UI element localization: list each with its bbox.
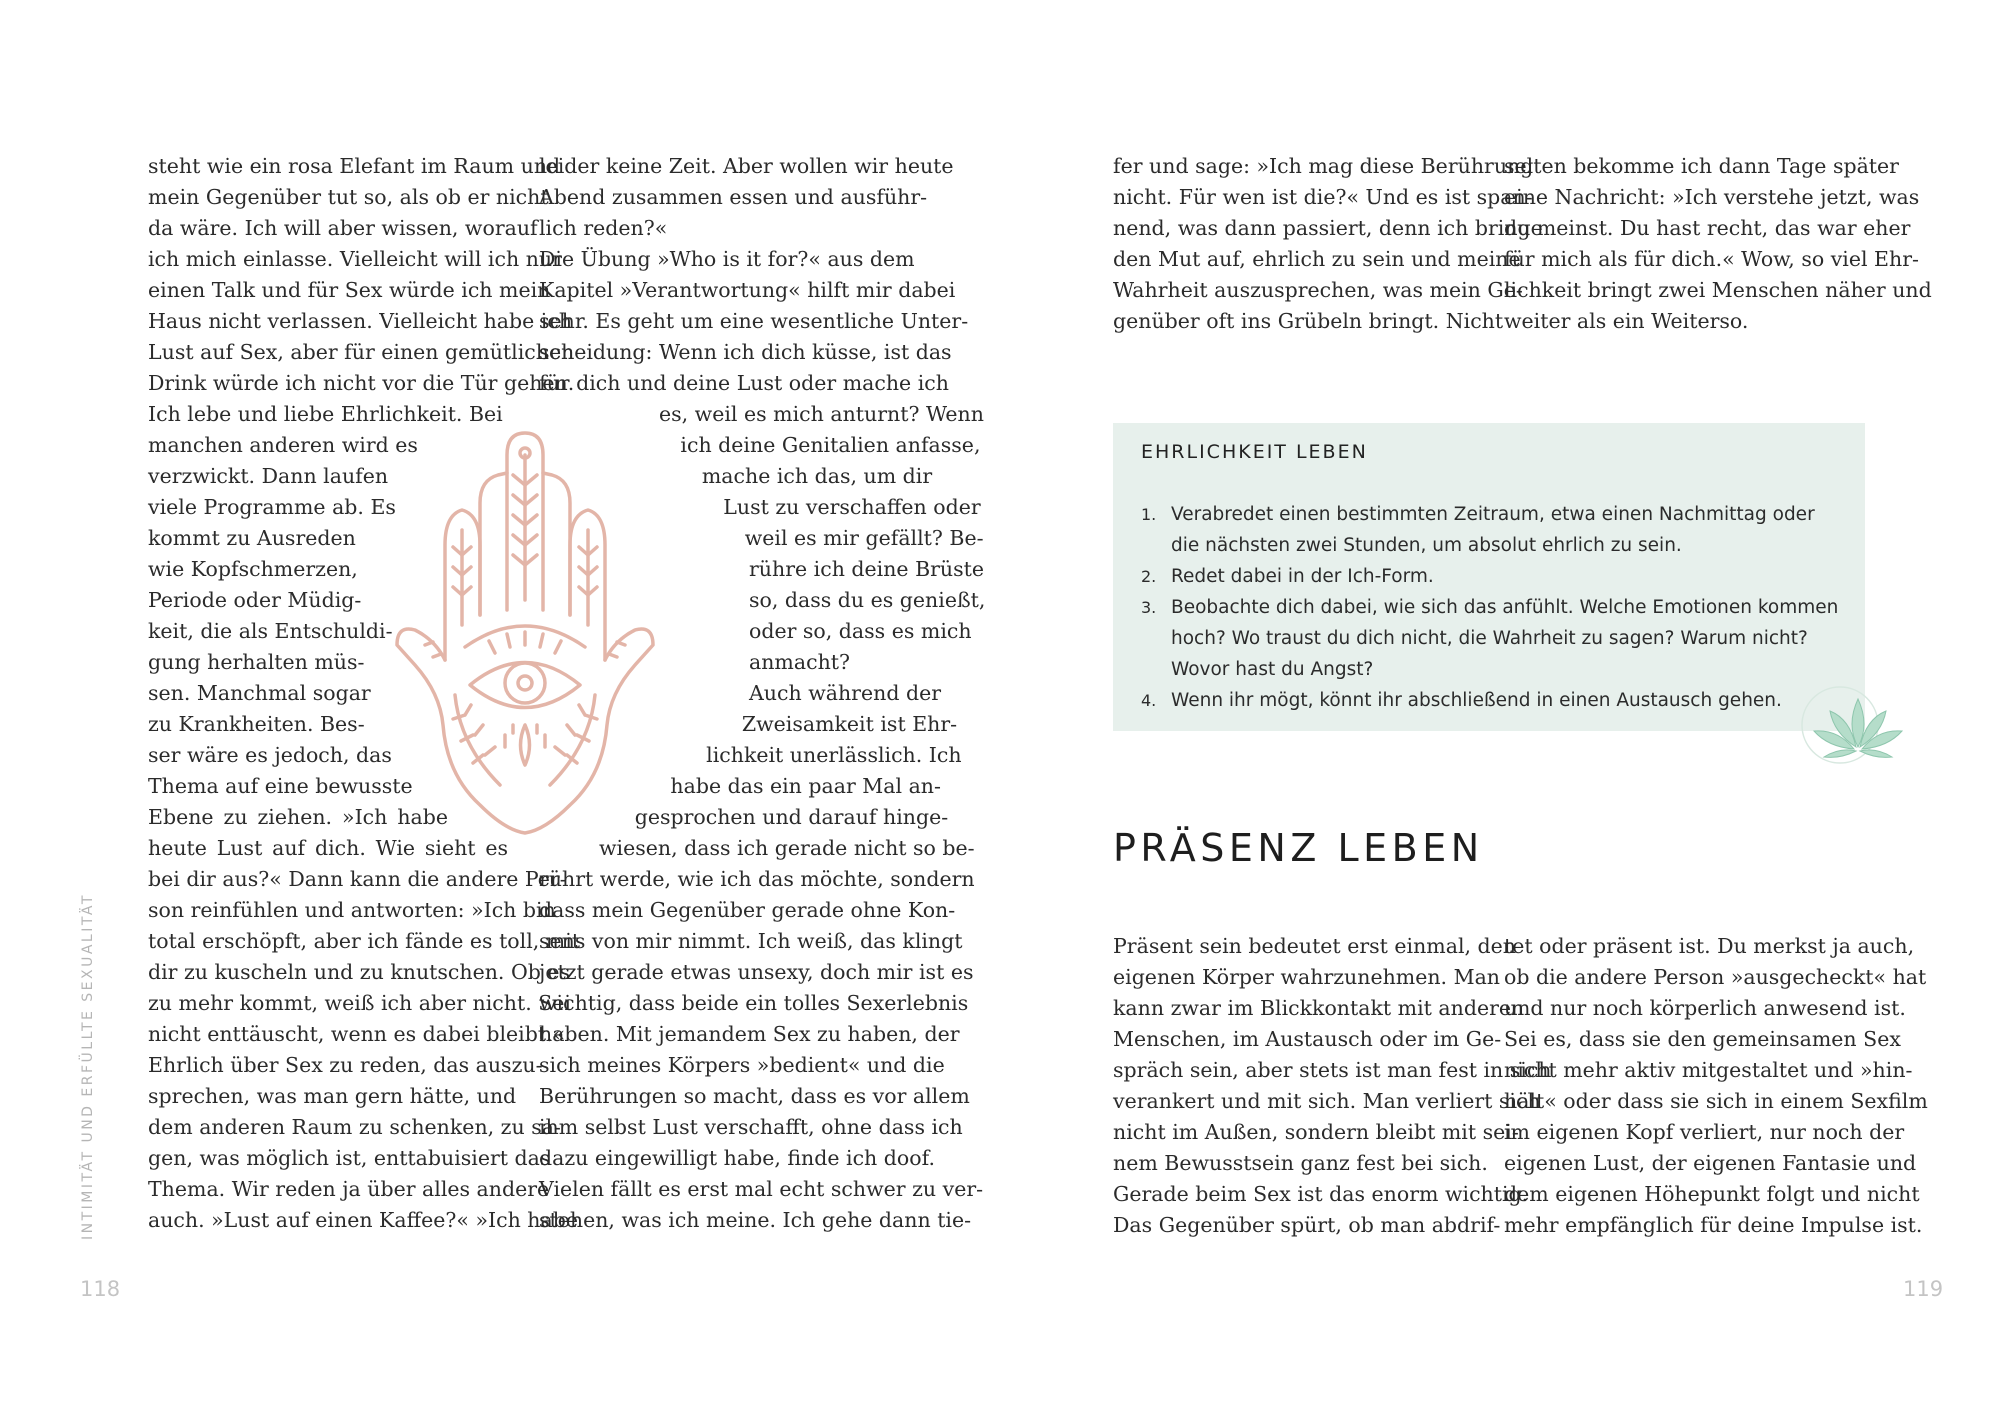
- text-line: total erschöpft, aber ich fände es toll, mit: [148, 929, 581, 953]
- exercise-list: [1141, 499, 1841, 716]
- exercise-item-text: Beobachte dich dabei, wie sich das anfühlt. Welche Emotionen kommen: [1171, 597, 1839, 618]
- text-line: da wäre. Ich will aber wissen, worauf: [148, 216, 538, 240]
- text-line: sich meines Körpers »bedient« und die: [539, 1053, 945, 1077]
- text-line: haben. Mit jemandem Sex zu haben, der: [539, 1022, 960, 1046]
- exercise-item-text: die nächsten zwei Stunden, um absolut ehrlich zu sein.: [1171, 535, 1682, 556]
- text-line: Auch während der: [749, 681, 942, 705]
- text-line: Periode oder Müdig-: [148, 588, 362, 612]
- text-line: Das Gegenüber spürt, ob man abdrif-: [1113, 1213, 1501, 1237]
- text-line: dass mein Gegenüber gerade ohne Kon-: [539, 898, 956, 922]
- text-line: viele Programme ab. Es: [148, 495, 396, 519]
- text-line: Zweisamkeit ist Ehr-: [741, 712, 958, 736]
- text-line: son reinfühlen und antworten: »Ich bin: [148, 898, 556, 922]
- text-line: eigenen Lust, der eigenen Fantasie und: [1504, 1151, 1917, 1175]
- text-line: du meinst. Du hast recht, das war eher: [1504, 216, 1911, 240]
- text-line: Thema. Wir reden ja über alles andere: [148, 1177, 550, 1201]
- text-line: eigenen Körper wahrzunehmen. Man: [1113, 965, 1501, 989]
- text-line: heute Lust auf dich. Wie sieht es: [148, 836, 508, 860]
- text-line: dir zu kuscheln und zu knutschen. Ob es: [148, 960, 571, 984]
- text-line: Sei es, dass sie den gemeinsamen Sex: [1504, 1027, 1901, 1051]
- text-line: es, weil es mich anturnt? Wenn: [659, 402, 984, 426]
- text-line: den Mut auf, ehrlich zu sein und meine: [1113, 247, 1521, 271]
- text-line: hält« oder dass sie sich in einem Sexfilm: [1504, 1089, 1928, 1113]
- text-line: im eigenen Kopf verliert, nur noch der: [1504, 1120, 1905, 1144]
- text-line: Lust zu verschaffen oder: [723, 495, 981, 519]
- running-head-vertical: INTIMITÄT UND ERFÜLLTE SEXUALITÄT: [80, 893, 96, 1240]
- text-line: sens von mir nimmt. Ich weiß, das klingt: [539, 929, 963, 953]
- text-line: lich reden?«: [539, 216, 668, 240]
- text-line: nem Bewusstsein ganz fest bei sich.: [1113, 1151, 1488, 1175]
- text-line: zu mehr kommt, weiß ich aber nicht. Sei: [148, 991, 571, 1015]
- text-line: habe das ein paar Mal an-: [670, 774, 941, 798]
- exercise-title: EHRLICHKEIT LEBEN: [1141, 441, 1368, 463]
- right-page-column-1: [1113, 151, 1543, 337]
- text-line: für mich als für dich.« Wow, so viel Ehr-: [1504, 247, 1919, 271]
- text-line: ob die andere Person »ausgecheckt« hat: [1504, 965, 1927, 989]
- text-line: Vielen fällt es erst mal echt schwer zu ver-: [539, 1177, 984, 1201]
- text-line: einen Talk und für Sex würde ich mein: [148, 278, 551, 302]
- text-line: gung herhalten müs-: [148, 650, 365, 674]
- text-line: scheidung: Wenn ich dich küsse, ist das: [539, 340, 952, 364]
- text-line: genüber oft ins Grübeln bringt. Nicht: [1113, 309, 1504, 333]
- exercise-item-number: 3.: [1141, 598, 1157, 617]
- text-line: Kapitel »Verantwortung« hilft mir dabei: [539, 278, 956, 302]
- text-line: Ehrlich über Sex zu reden, das auszu-: [148, 1053, 543, 1077]
- exercise-item-text: Wovor hast du Angst?: [1171, 659, 1374, 680]
- text-line: ihm selbst Lust verschafft, ohne dass ich: [539, 1115, 963, 1139]
- text-line: Berührungen so macht, dass es vor allem: [539, 1084, 970, 1108]
- text-line: wiesen, dass ich gerade nicht so be-: [599, 836, 975, 860]
- text-line: so, dass du es genießt,: [749, 588, 986, 612]
- text-line: sprechen, was man gern hätte, und: [148, 1084, 517, 1108]
- lotus-flower-icon: [1800, 677, 1905, 769]
- text-line: gen, was möglich ist, enttabuisiert das: [148, 1146, 551, 1170]
- text-line: Wahrheit auszusprechen, was mein Ge-: [1113, 278, 1523, 302]
- text-line: dem eigenen Höhepunkt folgt und nicht: [1504, 1182, 1920, 1206]
- text-line: Haus nicht verlassen. Vielleicht habe ich: [148, 309, 573, 333]
- text-line: verankert und mit sich. Man verliert sich: [1113, 1089, 1541, 1113]
- text-line: Präsent sein bedeutet erst einmal, den: [1113, 934, 1516, 958]
- text-line: Drink würde ich nicht vor die Tür gehen.: [148, 371, 575, 395]
- text-line: weil es mir gefällt? Be-: [744, 526, 984, 550]
- text-line: mehr empfänglich für deine Impulse ist.: [1504, 1213, 1923, 1237]
- text-line: verzwickt. Dann laufen: [148, 464, 389, 488]
- text-line: kann zwar im Blickkontakt mit anderen: [1113, 996, 1525, 1020]
- exercise-item: [1141, 561, 1841, 592]
- exercise-item-number: 1.: [1141, 505, 1157, 524]
- exercise-item-text: Redet dabei in der Ich-Form.: [1171, 566, 1434, 587]
- text-line: ich deine Genitalien anfasse,: [680, 433, 981, 457]
- exercise-item: [1141, 592, 1841, 685]
- praesenz-column-1: [1113, 931, 1552, 1241]
- text-line: nicht mehr aktiv mitgestaltet und »hin-: [1504, 1058, 1913, 1082]
- text-line: Lust auf Sex, aber für einen gemütlichen: [148, 340, 575, 364]
- exercise-item-number: 2.: [1141, 567, 1157, 586]
- exercise-item-text: Verabredet einen bestimmten Zeitraum, etwa einen Nachmittag oder: [1171, 504, 1815, 525]
- exercise-item-text: Wenn ihr mögt, könnt ihr abschließend in einen Austausch gehen.: [1171, 690, 1782, 711]
- text-line: Die Übung »Who is it for?« aus dem: [539, 247, 915, 271]
- text-line: ich mich einlasse. Vielleicht will ich nur: [148, 247, 562, 271]
- text-line: tet oder präsent ist. Du merkst ja auch,: [1504, 934, 1915, 958]
- text-line: dazu eingewilligt habe, finde ich doof.: [539, 1146, 935, 1170]
- page-number-left: 118: [80, 1277, 121, 1301]
- text-line: rührt werde, wie ich das möchte, sondern: [539, 867, 975, 891]
- exercise-box: [1113, 423, 1865, 731]
- text-line: jetzt gerade etwas unsexy, doch mir ist es: [539, 960, 974, 984]
- page-number-right: 119: [1903, 1277, 1944, 1301]
- text-line: Ich lebe und liebe Ehrlichkeit. Bei: [148, 402, 503, 426]
- text-line: für dich und deine Lust oder mache ich: [539, 371, 949, 395]
- text-line: stehen, was ich meine. Ich gehe dann tie-: [539, 1208, 972, 1232]
- exercise-item-text: hoch? Wo traust du dich nicht, die Wahrheit zu sagen? Warum nicht?: [1171, 628, 1808, 649]
- text-line: Thema auf eine bewusste: [148, 774, 413, 798]
- section-heading: PRÄSENZ LEBEN: [1113, 826, 1484, 870]
- text-line: wichtig, dass beide ein tolles Sexerlebnis: [539, 991, 969, 1015]
- text-line: lichkeit unerlässlich. Ich: [706, 743, 962, 767]
- text-line: ser wäre es jedoch, das: [148, 743, 392, 767]
- text-line: sen. Manchmal sogar: [148, 681, 371, 705]
- text-line: nicht enttäuscht, wenn es dabei bleibt.«: [148, 1022, 566, 1046]
- text-line: Ebene zu ziehen. »Ich habe: [148, 805, 448, 829]
- text-line: mache ich das, um dir: [701, 464, 933, 488]
- exercise-item: [1141, 499, 1841, 561]
- exercise-item-number: 4.: [1141, 691, 1157, 710]
- text-line: lichkeit bringt zwei Menschen näher und: [1504, 278, 1932, 302]
- text-line: zu Krankheiten. Bes-: [148, 712, 365, 736]
- text-line: kommt zu Ausreden: [148, 526, 356, 550]
- text-line: oder so, dass es mich: [749, 619, 972, 643]
- text-line: wie Kopfschmerzen,: [148, 557, 358, 581]
- text-line: keit, die als Entschuldi-: [148, 619, 393, 643]
- text-line: mein Gegenüber tut so, als ob er nicht: [148, 185, 549, 209]
- text-line: dem anderen Raum zu schenken, zu sa-: [148, 1115, 561, 1139]
- text-line: sehr. Es geht um eine wesentliche Unter-: [539, 309, 969, 333]
- text-line: fer und sage: »Ich mag diese Berührung: [1113, 154, 1534, 178]
- text-line: gesprochen und darauf hinge-: [634, 805, 949, 829]
- praesenz-column-2: [1504, 931, 1928, 1241]
- text-line: Menschen, im Austausch oder im Ge-: [1113, 1027, 1502, 1051]
- text-line: und nur noch körperlich anwesend ist.: [1504, 996, 1906, 1020]
- text-line: weiter als ein Weiterso.: [1504, 309, 1749, 333]
- text-line: manchen anderen wird es: [148, 433, 418, 457]
- text-line: anmacht?: [749, 650, 850, 674]
- text-line: auch. »Lust auf einen Kaffee?« »Ich habe: [148, 1208, 578, 1232]
- text-line: Abend zusammen essen und ausführ-: [539, 185, 928, 209]
- text-line: leider keine Zeit. Aber wollen wir heute: [539, 154, 954, 178]
- text-line: bei dir aus?« Dann kann die andere Per-: [148, 867, 567, 891]
- right-page-column-2: [1504, 151, 1932, 337]
- text-line: nicht. Für wen ist die?« Und es ist span-: [1113, 185, 1533, 209]
- text-line: selten bekomme ich dann Tage später: [1504, 154, 1899, 178]
- text-line: rühre ich deine Brüste: [749, 557, 985, 581]
- text-line: eine Nachricht: »Ich verstehe jetzt, was: [1504, 185, 1920, 209]
- exercise-item: [1141, 685, 1841, 716]
- text-line: steht wie ein rosa Elefant im Raum und: [148, 154, 561, 178]
- hamsa-hand-icon: [395, 425, 655, 840]
- text-line: Gerade beim Sex ist das enorm wichtig.: [1113, 1182, 1529, 1206]
- text-line: nend, was dann passiert, denn ich bringe: [1113, 216, 1543, 240]
- text-line: nicht im Außen, sondern bleibt mit sei-: [1113, 1120, 1519, 1144]
- text-line: spräch sein, aber stets ist man fest in sich: [1113, 1058, 1552, 1082]
